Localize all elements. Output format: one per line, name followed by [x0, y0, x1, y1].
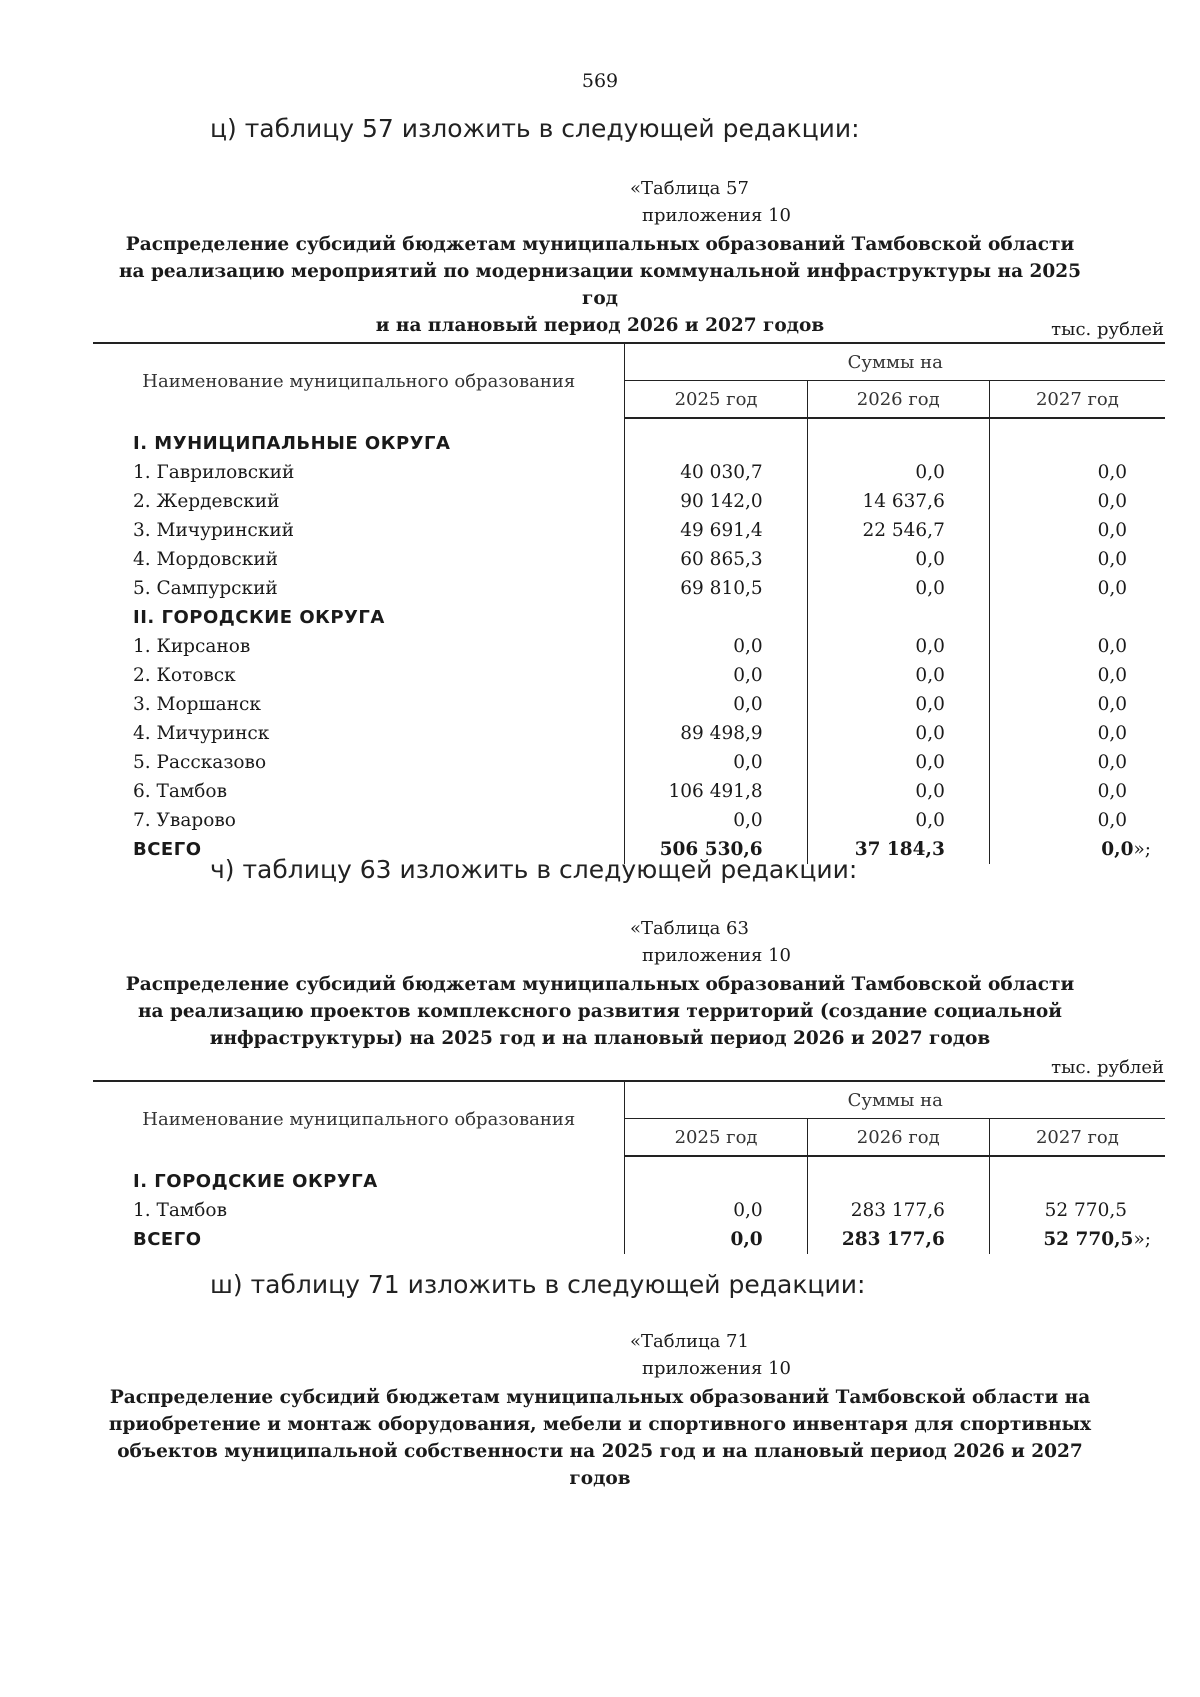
instruction-table-57: ц) таблицу 57 изложить в следующей редакции: — [210, 114, 860, 143]
cell-2026: 283 177,6 — [807, 1196, 989, 1225]
cell-name: 1. Кирсанов — [133, 636, 251, 657]
cell-value: 0,0 — [1101, 839, 1134, 860]
cell-2026: 37 184,3 — [807, 835, 989, 864]
closing-quote: »; — [1133, 1229, 1151, 1250]
title-line: на реализацию мероприятий по модернизации коммунальной инфраструктуры на 2025 год — [119, 261, 1081, 309]
cell-2025: 49 691,4 — [625, 516, 807, 545]
cell-2025: 90 142,0 — [625, 487, 807, 516]
cell-name: 7. Уварово — [133, 810, 236, 831]
table-row — [93, 516, 1165, 545]
cell-2025: 0,0 — [625, 806, 807, 835]
cell-name: ВСЕГО — [133, 1229, 202, 1250]
cell-name: 5. Рассказово — [133, 752, 267, 773]
cell-2027 — [989, 418, 1165, 458]
cell-2027: 0,0 — [989, 777, 1165, 806]
title-line: Распределение субсидий бюджетам муниципальных образований Тамбовской области — [125, 234, 1075, 255]
cell-2025 — [625, 1156, 807, 1196]
cell-2027: 52 770,5 — [989, 1196, 1165, 1225]
title-line: инфраструктуры) на 2025 год и на плановый период 2026 и 2027 годов — [209, 1028, 991, 1049]
column-header-2025: 2025 год — [625, 1119, 807, 1157]
appendix-ref-line: приложения 10 — [642, 945, 791, 966]
cell-2027: 0,0 — [989, 806, 1165, 835]
unit-label: тыс. рублей — [1051, 319, 1164, 340]
cell-name: 5. Сампурский — [133, 578, 278, 599]
cell-2027: 0,0 — [989, 545, 1165, 574]
cell-2026: 0,0 — [807, 458, 989, 487]
cell-2027: 0,0 — [989, 516, 1165, 545]
column-header-name: Наименование муниципального образования — [93, 1081, 625, 1156]
column-header-2026: 2026 год — [807, 381, 989, 419]
table-ref-line: «Таблица 63 — [630, 918, 749, 939]
cell-2027 — [989, 1225, 1165, 1254]
table-ref-line: «Таблица 71 — [630, 1331, 749, 1352]
appendix-ref-line: приложения 10 — [642, 1358, 791, 1379]
title-line: и на плановый период 2026 и 2027 годов — [375, 315, 825, 336]
cell-2026 — [807, 418, 989, 458]
table-71-reference — [630, 1328, 791, 1382]
cell-2026: 283 177,6 — [807, 1225, 989, 1254]
cell-2025 — [625, 603, 807, 632]
cell-2025: 0,0 — [625, 748, 807, 777]
table-row — [93, 632, 1165, 661]
cell-name: 1. Гавриловский — [133, 462, 295, 483]
cell-2026: 0,0 — [807, 719, 989, 748]
table-57-title — [100, 231, 1100, 339]
cell-2025: 506 530,6 — [625, 835, 807, 864]
cell-2025: 0,0 — [625, 1225, 807, 1254]
cell-2027: 0,0 — [989, 487, 1165, 516]
column-header-2027: 2027 год — [989, 381, 1165, 419]
table-row — [93, 458, 1165, 487]
cell-2025: 0,0 — [625, 661, 807, 690]
cell-name: I. ГОРОДСКИЕ ОКРУГА — [133, 1170, 378, 1192]
closing-quote: »; — [1133, 839, 1151, 860]
table-row — [93, 777, 1165, 806]
table-body — [93, 1156, 1165, 1254]
table-row — [93, 719, 1165, 748]
total-row — [93, 1225, 1165, 1254]
cell-value: 52 770,5 — [1043, 1229, 1134, 1250]
title-line: Распределение субсидий бюджетам муниципальных образований Тамбовской области — [125, 974, 1075, 995]
title-line: объектов муниципальной собственности на 2025 год и на плановый период 2026 и 2027 годов — [117, 1441, 1083, 1489]
cell-2026: 0,0 — [807, 661, 989, 690]
title-line: приобретение и монтаж оборудования, мебели и спортивного инвентаря для спортивных — [108, 1414, 1092, 1435]
cell-2026: 0,0 — [807, 690, 989, 719]
cell-2026: 0,0 — [807, 632, 989, 661]
cell-2025: 0,0 — [625, 1196, 807, 1225]
section-row — [93, 603, 1165, 632]
cell-name: 4. Мордовский — [133, 549, 278, 570]
cell-2026: 0,0 — [807, 777, 989, 806]
cell-2027 — [989, 1156, 1165, 1196]
cell-2027: 0,0 — [989, 632, 1165, 661]
instruction-table-63: ч) таблицу 63 изложить в следующей редакции: — [210, 855, 858, 884]
cell-name: 3. Мичуринский — [133, 520, 295, 541]
cell-2026 — [807, 1156, 989, 1196]
cell-2025: 0,0 — [625, 690, 807, 719]
column-header-sums: Суммы на — [625, 343, 1165, 381]
page-number: 569 — [581, 70, 619, 92]
cell-name: 3. Моршанск — [133, 694, 261, 715]
cell-2027: 0,0 — [989, 574, 1165, 603]
cell-name: 2. Жердевский — [133, 491, 280, 512]
cell-2027 — [989, 835, 1165, 864]
appendix-ref-line: приложения 10 — [642, 205, 791, 226]
cell-2025: 60 865,3 — [625, 545, 807, 574]
cell-2027: 0,0 — [989, 458, 1165, 487]
table-57 — [93, 342, 1165, 864]
column-header-name: Наименование муниципального образования — [93, 343, 625, 418]
column-header-2026: 2026 год — [807, 1119, 989, 1157]
cell-2027: 0,0 — [989, 690, 1165, 719]
cell-2026: 0,0 — [807, 574, 989, 603]
section-row — [93, 418, 1165, 458]
cell-2027: 0,0 — [989, 661, 1165, 690]
cell-name: ВСЕГО — [133, 839, 202, 860]
cell-2025: 40 030,7 — [625, 458, 807, 487]
cell-name: 6. Тамбов — [133, 781, 227, 802]
unit-label: тыс. рублей — [1051, 1057, 1164, 1078]
cell-2025 — [625, 418, 807, 458]
table-body — [93, 418, 1165, 864]
title-line: на реализацию проектов комплексного развития территорий (создание социальной — [138, 1001, 1062, 1022]
cell-2026: 0,0 — [807, 806, 989, 835]
column-header-2027: 2027 год — [989, 1119, 1165, 1157]
cell-2027: 0,0 — [989, 748, 1165, 777]
cell-2025: 69 810,5 — [625, 574, 807, 603]
table-71-title — [100, 1384, 1100, 1492]
instruction-table-71: ш) таблицу 71 изложить в следующей редакции: — [210, 1270, 866, 1299]
cell-2027 — [989, 603, 1165, 632]
cell-2026: 22 546,7 — [807, 516, 989, 545]
table-row — [93, 748, 1165, 777]
column-header-2025: 2025 год — [625, 381, 807, 419]
table-row — [93, 690, 1165, 719]
table-row — [93, 806, 1165, 835]
cell-name: 2. Котовск — [133, 665, 236, 686]
table-63 — [93, 1080, 1165, 1254]
table-row — [93, 487, 1165, 516]
cell-2026: 0,0 — [807, 748, 989, 777]
table-63-reference — [630, 915, 791, 969]
cell-2026: 14 637,6 — [807, 487, 989, 516]
cell-2026: 0,0 — [807, 545, 989, 574]
table-row — [93, 574, 1165, 603]
cell-2027: 0,0 — [989, 719, 1165, 748]
table-row — [93, 545, 1165, 574]
table-57-reference — [630, 175, 791, 229]
cell-2025: 89 498,9 — [625, 719, 807, 748]
cell-name: 4. Мичуринск — [133, 723, 270, 744]
cell-2025: 106 491,8 — [625, 777, 807, 806]
title-line: Распределение субсидий бюджетам муниципальных образований Тамбовской области на — [109, 1387, 1091, 1408]
table-63-title — [100, 971, 1100, 1052]
cell-2026 — [807, 603, 989, 632]
section-row — [93, 1156, 1165, 1196]
cell-name: II. ГОРОДСКИЕ ОКРУГА — [133, 607, 385, 628]
table-row — [93, 1196, 1165, 1225]
table-row — [93, 661, 1165, 690]
table-ref-line: «Таблица 57 — [630, 178, 749, 199]
column-header-sums: Суммы на — [625, 1081, 1165, 1119]
cell-name: I. МУНИЦИПАЛЬНЫЕ ОКРУГА — [133, 432, 451, 454]
cell-2025: 0,0 — [625, 632, 807, 661]
cell-name: 1. Тамбов — [133, 1200, 227, 1221]
